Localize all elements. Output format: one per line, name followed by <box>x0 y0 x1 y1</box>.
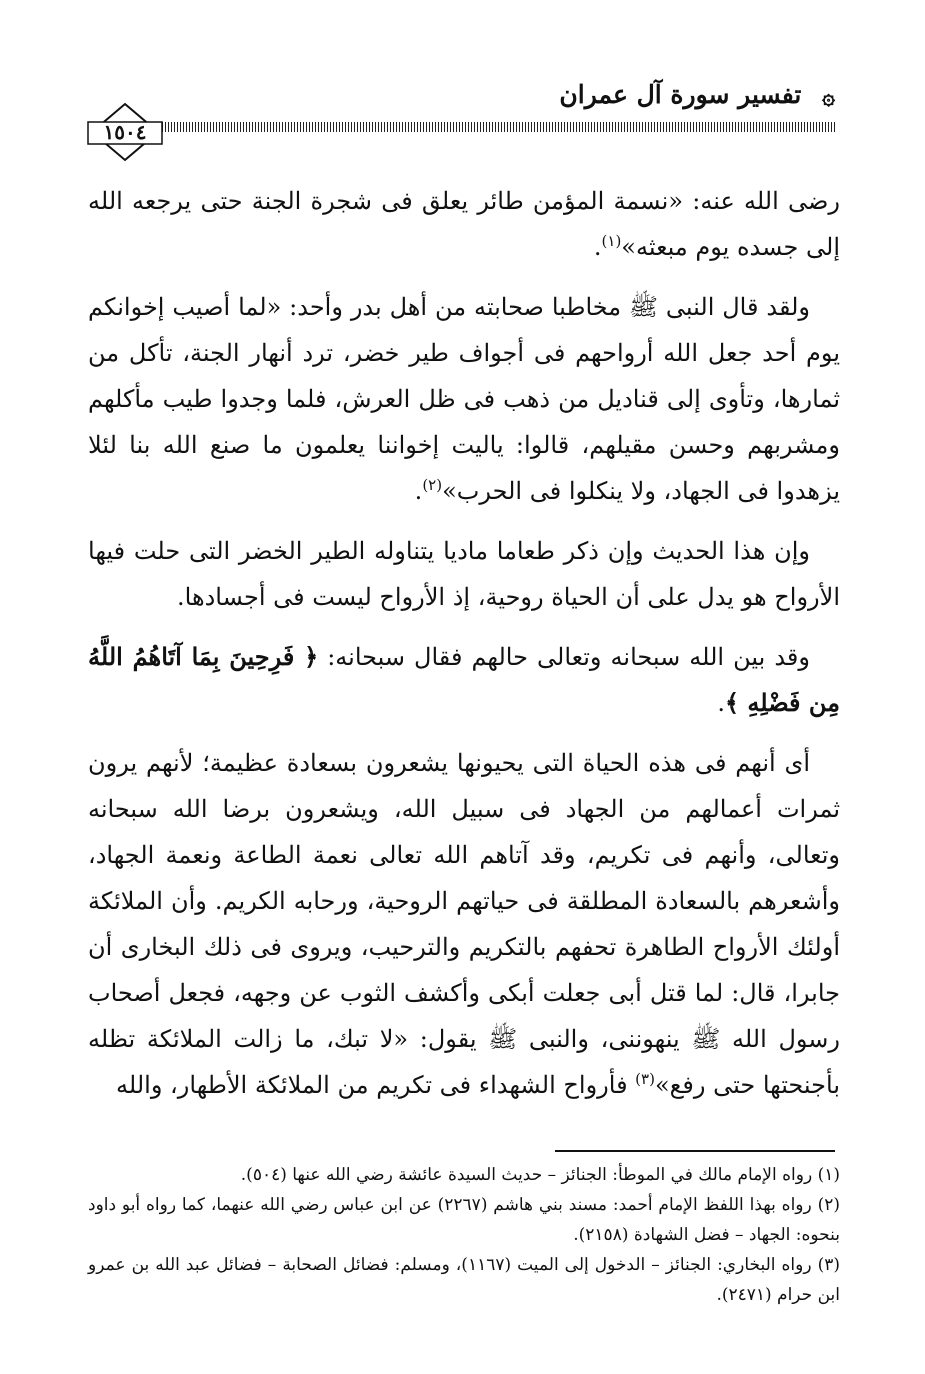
text-run: . <box>414 477 423 505</box>
paragraph <box>88 740 840 1108</box>
text-run: وقد بين الله سبحانه وتعالى حالهم فقال سبحانه: <box>318 643 810 671</box>
text-run: أى أنهم فى هذه الحياة التى يحيونها يشعرون بسعادة عظيمة؛ لأنهم يرون ثمرات أعمالهم من الجهاد فى سبيل الله، ويشعرون برضا الله سبحانه وتعالى، وأنهم فى تكريم، وقد آتاهم الله تعالى نعمة الطاعة ونعمة الجهاد، وأشعرهم بالسعادة المطلقة فى حياتهم الروحية، ورحابه الكريم. وأن الملائكة أولئك الأرواح الطاهرة تحفهم بالتكريم والترحيب، ويروى فى ذلك البخارى أن جابرا، قال: لما قتل أبى جعلت أبكى وأكشف الثوب عن وجهه، فجعل أصحاب رسول الله ﷺ ينهوننى، والنبى ﷺ يقول: «لا تبك، ما زالت الملائكة تظله بأجنحتها حتى رفع» <box>88 749 840 1099</box>
text-run: فأرواح الشهداء فى تكريم من الملائكة الأطهار، والله <box>116 1071 636 1099</box>
page-header <box>90 70 835 165</box>
paragraph <box>88 284 840 514</box>
footnote-marker: (٣) <box>635 1070 655 1088</box>
running-title-text: تفسير سورة آل عمران <box>559 80 802 109</box>
footnote-marker: (١) <box>601 232 622 250</box>
text-run: . <box>717 689 725 717</box>
text-run: ولقد قال النبى ﷺ مخاطبا صحابته من أهل بدر وأحد: «لما أصيب إخوانكم يوم أحد جعل الله أرواحهم فى أجواف طير خضر، ترد أنهار الجنة، تأكل من ثمارها، وتأوى إلى قناديل من ذهب فى ظل العرش، فلما وجدوا طيب مأكلهم ومشربهم وحسن مقيلهم، قالوا: ياليت إخواننا يعلمون ما صنع الله بنا لئلا يزهدوا فى الجهاد، ولا ينكلوا فى الحرب» <box>88 293 840 505</box>
paragraph <box>88 528 840 620</box>
footnotes <box>88 1160 840 1310</box>
footnote-marker: (٢) <box>422 476 443 494</box>
main-text <box>88 178 840 1122</box>
footnote: (٢) رواه بهذا اللفظ الإمام أحمد: مسند بني هاشم (٢٢٦٧) عن ابن عباس رضي الله عنهما، كما رواه أبو داود بنحوه: الجهاد – فضل الشهادة (٢١٥٨). <box>88 1195 840 1245</box>
footnote-rule <box>555 1150 835 1152</box>
quran-verse: ﴿ فَرِحِينَ بِمَا آتَاهُمُ اللَّهُ مِن فَضْلِهِ ﴾ <box>88 642 840 717</box>
page-number: ١٥٠٤ <box>103 120 147 144</box>
text-run: وإن هذا الحديث وإن ذكر طعاما ماديا يتناوله الطير الخضر التى حلت فيها الأرواح هو يدل على أن الحياة روحية، إذ الأرواح ليست فى أجسادها. <box>88 537 840 611</box>
paragraph <box>88 178 840 270</box>
header-rule <box>90 122 835 132</box>
text-run: . <box>593 233 602 261</box>
ornament-icon: ۞ <box>822 83 835 110</box>
text-run: رضى الله عنه: «نسمة المؤمن طائر يعلق فى شجرة الجنة حتى يرجعه الله إلى جسده يوم مبعثه» <box>88 187 840 261</box>
paragraph <box>88 634 840 726</box>
footnote: (٣) رواه البخاري: الجنائز – الدخول إلى الميت (١١٦٧)، ومسلم: فضائل الصحابة – فضائل عبد الله بن عمرو ابن حرام (٢٤٧١). <box>88 1255 840 1305</box>
footnote: (١) رواه الإمام مالك في الموطأ: الجنائز – حديث السيدة عائشة رضي الله عنها (٥٠٤). <box>240 1165 840 1185</box>
page-number-badge <box>80 100 170 170</box>
running-title <box>559 80 835 110</box>
